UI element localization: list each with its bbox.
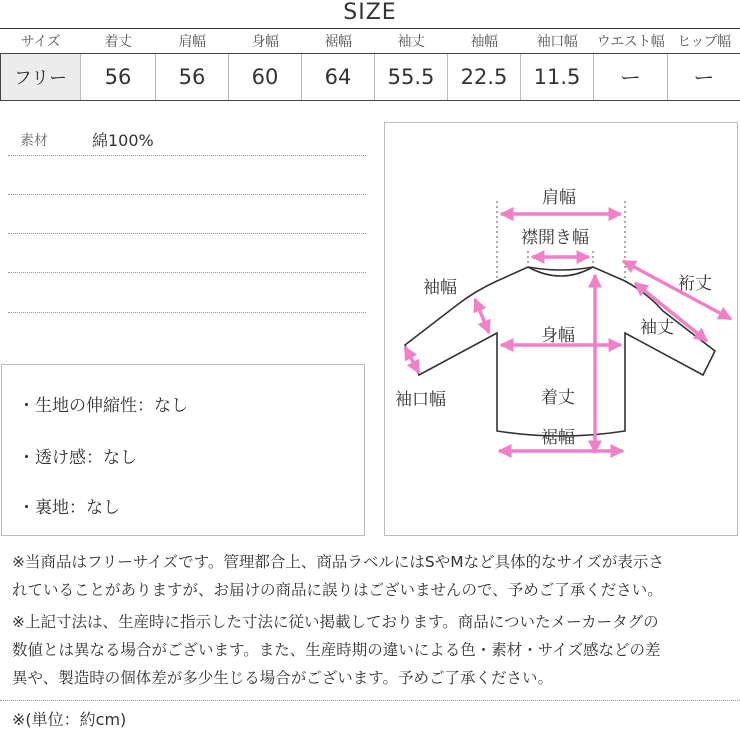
- material-value: 綿100%: [92, 131, 154, 150]
- label-sleeve-length: 袖丈: [640, 318, 674, 338]
- dotted-divider: [8, 155, 366, 156]
- size-table-header-row: [1, 29, 740, 54]
- label-neck: 襟開き幅: [521, 228, 589, 248]
- dotted-divider: [8, 312, 366, 313]
- size-cell: フリー: [1, 54, 81, 101]
- value-cell: 56: [156, 54, 229, 101]
- material-label: 素材: [20, 133, 48, 149]
- header-cell: 着丈: [104, 34, 132, 50]
- dotted-divider: [8, 233, 366, 234]
- header-cell: 身幅: [251, 34, 279, 50]
- measurement-diagram: [384, 122, 738, 536]
- dotted-divider: [8, 194, 366, 195]
- label-length: 着丈: [541, 388, 575, 408]
- cuff-arrow: [405, 347, 419, 373]
- label-cuff: 袖口幅: [395, 390, 446, 410]
- note-line: ※上記寸法は、生産時に指示した寸法に従い掲載しております。商品についたメーカータグの: [12, 613, 659, 631]
- note-line: 数値とは異なる場合がございます。また、生産時期の違いによる色・素材・サイズ感などの差: [12, 641, 661, 659]
- note-line: 異や、製造時の個体差が多少生じる場合がございます。予めご了承ください。: [12, 669, 553, 687]
- label-body-width: 身幅: [541, 326, 575, 346]
- header-cell: 肩幅: [178, 34, 206, 50]
- note-line: ※当商品はフリーサイズです。管理都合上、商品ラベルにはSやMなど具体的なサイズが表示さ: [12, 553, 664, 571]
- property-lining: ・裏地：なし: [18, 498, 120, 518]
- label-sleeve-width: 袖幅: [423, 278, 457, 298]
- label-shoulder: 肩幅: [542, 188, 576, 208]
- header-cell: 袖丈: [397, 34, 425, 50]
- header-cell: 裾幅: [324, 34, 352, 50]
- label-hem: 裾幅: [541, 428, 575, 448]
- sleeve-width-arrow: [475, 299, 489, 333]
- dotted-divider: [0, 700, 740, 701]
- dotted-divider: [8, 272, 366, 273]
- label-yuki: 裄丈: [678, 274, 712, 294]
- header-cell: ウエスト幅: [596, 34, 665, 50]
- value-cell: ー: [594, 54, 668, 101]
- property-transparency: ・透け感：なし: [18, 448, 137, 468]
- page-title: SIZE: [343, 0, 397, 25]
- unit-note: ※(単位：約cm): [12, 710, 127, 729]
- value-cell: 55.5: [375, 54, 448, 101]
- property-stretch: ・生地の伸縮性：なし: [18, 396, 188, 416]
- table-row: [1, 54, 740, 101]
- value-cell: 11.5: [521, 54, 594, 101]
- header-cell: サイズ: [20, 34, 61, 50]
- value-cell: 60: [229, 54, 302, 101]
- value-cell: 22.5: [448, 54, 521, 101]
- note-line: れていることがありますが、お届けの商品に誤りはございませんので、予めご了承ください。: [12, 581, 663, 599]
- properties-box: [1, 364, 365, 536]
- size-table: [0, 29, 740, 101]
- header-cell: 袖幅: [470, 34, 498, 50]
- value-cell: 64: [302, 54, 375, 101]
- header-cell: ヒップ幅: [677, 34, 731, 50]
- header-cell: 袖口幅: [536, 34, 578, 50]
- value-cell: ー: [668, 54, 740, 101]
- value-cell: 56: [81, 54, 156, 101]
